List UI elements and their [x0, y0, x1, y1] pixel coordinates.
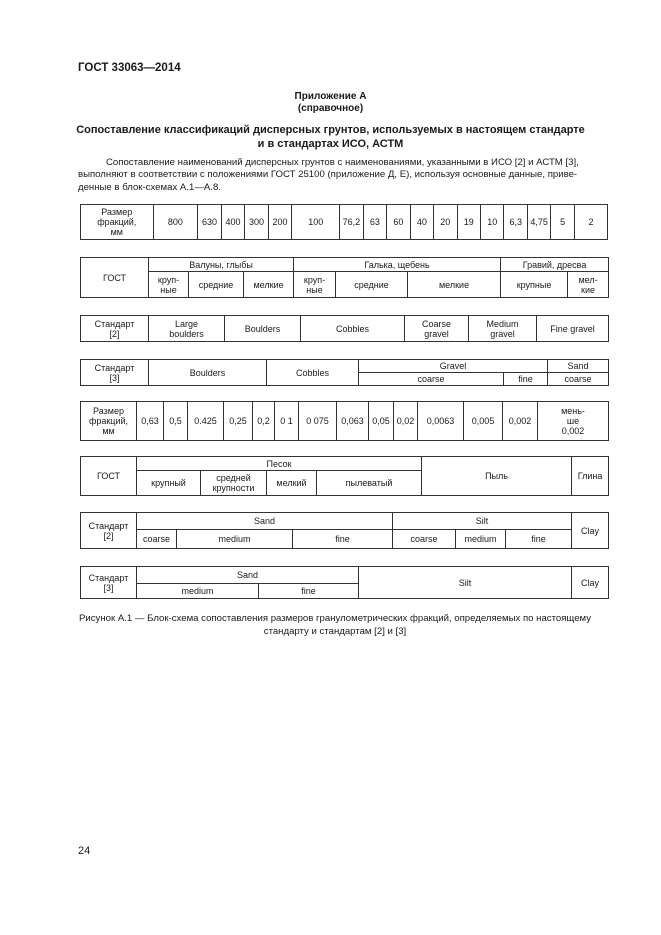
- size-value: 4,75: [527, 205, 550, 240]
- class-clay: Clay: [572, 567, 609, 599]
- size-value: 800: [153, 205, 198, 240]
- size-value: 630: [198, 205, 221, 240]
- group-silt: Silt: [393, 513, 572, 530]
- page-number: 24: [78, 845, 91, 857]
- group-sand: Sand: [548, 360, 609, 373]
- size-value: 400: [221, 205, 244, 240]
- sub-class: мелкий: [267, 471, 317, 496]
- size-value: 0 075: [299, 402, 337, 441]
- size-value: 100: [292, 205, 340, 240]
- size-value: 0 1: [275, 402, 299, 441]
- sub-class: fine: [504, 373, 548, 386]
- size-value: 2: [574, 205, 607, 240]
- size-label: Размер фракций, мм: [81, 402, 137, 441]
- sub-class: круп- ные: [149, 272, 189, 298]
- standard-label: Стандарт [2]: [81, 513, 137, 549]
- size-value: 0,0063: [418, 402, 464, 441]
- caption-line: Рисунок А.1 — Блок-схема сопоставления размеров гранулометрических фракций, определяемых по настоящему: [78, 613, 592, 624]
- section-title-line1: Сопоставление классификаций дисперсных грунтов, используемых в настоящем стандарте: [76, 124, 585, 136]
- size-scale-table-fine: [80, 401, 609, 441]
- sub-class: fine: [506, 530, 572, 549]
- document-id: ГОСТ 33063—2014: [78, 62, 181, 74]
- group-pebbles: Галька, щебень: [294, 258, 501, 272]
- section-title-line2: и в стандартах ИСО, АСТМ: [257, 138, 404, 150]
- appendix-title: Приложение А: [294, 91, 367, 102]
- sub-class: круп- ные: [294, 272, 336, 298]
- sub-class: fine: [293, 530, 393, 549]
- standard-label: Стандарт [3]: [81, 360, 149, 386]
- gost-fine-table: [80, 456, 609, 496]
- size-value: 20: [434, 205, 457, 240]
- group-gravel: Gravel: [359, 360, 548, 373]
- sub-class: мелкие: [244, 272, 294, 298]
- figure-caption: [70, 612, 600, 638]
- class-cell: Coarse gravel: [405, 316, 469, 342]
- class-cell: Medium gravel: [469, 316, 537, 342]
- standard-label: Стандарт [3]: [81, 567, 137, 599]
- class-cell: Cobbles: [267, 360, 359, 386]
- size-value: 63: [363, 205, 386, 240]
- class-clay: Глина: [572, 457, 609, 496]
- sub-class: пылеватый: [317, 471, 422, 496]
- size-value: 0,063: [337, 402, 369, 441]
- size-value: 10: [481, 205, 504, 240]
- sub-class: coarse: [548, 373, 609, 386]
- gost-coarse-table: [80, 257, 609, 298]
- astm-fine-table: [80, 566, 609, 599]
- gost-label: ГОСТ: [81, 258, 149, 298]
- sub-class: средние: [189, 272, 244, 298]
- class-clay: Clay: [572, 513, 609, 549]
- class-silt: Silt: [359, 567, 572, 599]
- size-value: 5: [551, 205, 574, 240]
- size-value: 200: [268, 205, 291, 240]
- sub-class: крупный: [137, 471, 201, 496]
- intro-paragraph: [78, 157, 603, 194]
- iso-coarse-table: [80, 315, 609, 342]
- group-sand: Sand: [137, 567, 359, 584]
- sub-class: coarse: [393, 530, 456, 549]
- size-value: 0.425: [188, 402, 224, 441]
- size-value: 76,2: [340, 205, 363, 240]
- size-value: 0,25: [224, 402, 253, 441]
- size-value: 0,05: [369, 402, 394, 441]
- iso-fine-table: [80, 512, 609, 549]
- group-sand: Песок: [137, 457, 422, 471]
- class-cell: Fine gravel: [537, 316, 609, 342]
- size-scale-table-coarse: [80, 204, 608, 240]
- caption-line: стандарту и стандартам [2] и [3]: [263, 626, 407, 637]
- sub-class: medium: [456, 530, 506, 549]
- size-value: 19: [457, 205, 480, 240]
- size-value: 0,005: [464, 402, 503, 441]
- sub-class: мелкие: [408, 272, 501, 298]
- group-sand: Sand: [137, 513, 393, 530]
- intro-line: денные в блок-схемах А.1—А.8.: [78, 181, 221, 193]
- size-label: Размер фракций, мм: [81, 205, 154, 240]
- size-value-last: мень- ше 0,002: [538, 402, 609, 441]
- size-value: 0,63: [137, 402, 164, 441]
- standard-label: Стандарт [2]: [81, 316, 149, 342]
- size-value: 60: [387, 205, 410, 240]
- astm-coarse-table: [80, 359, 609, 386]
- sub-class: мел- кие: [568, 272, 609, 298]
- size-value: 300: [245, 205, 268, 240]
- gost-label: ГОСТ: [81, 457, 137, 496]
- appendix-note: (справочное): [297, 103, 364, 114]
- size-value: 40: [410, 205, 433, 240]
- class-cell: Cobbles: [301, 316, 405, 342]
- class-cell: Boulders: [225, 316, 301, 342]
- size-value: 0,02: [394, 402, 418, 441]
- size-value: 0,002: [503, 402, 538, 441]
- size-value: 6,3: [504, 205, 527, 240]
- class-cell: Large boulders: [149, 316, 225, 342]
- intro-line: выполняют в соответствии с положениями ГОСТ 25100 (приложение Д, Е), используя основные данные, приве-: [78, 169, 578, 181]
- size-value: 0,2: [253, 402, 275, 441]
- size-value: 0,5: [164, 402, 188, 441]
- class-cell: Boulders: [149, 360, 267, 386]
- sub-class: medium: [137, 584, 259, 599]
- sub-class: coarse: [359, 373, 504, 386]
- sub-class: средней крупности: [201, 471, 267, 496]
- group-gravel: Гравий, дресва: [501, 258, 609, 272]
- intro-line: Сопоставление наименований дисперсных грунтов с наименованиями, указанными в ИСО [2] и АСТМ [3],: [106, 157, 579, 168]
- sub-class: coarse: [137, 530, 177, 549]
- sub-class: fine: [259, 584, 359, 599]
- sub-class: средние: [336, 272, 408, 298]
- sub-class: medium: [177, 530, 293, 549]
- group-boulders: Валуны, глыбы: [149, 258, 294, 272]
- sub-class: крупные: [501, 272, 568, 298]
- class-dust: Пыль: [422, 457, 572, 496]
